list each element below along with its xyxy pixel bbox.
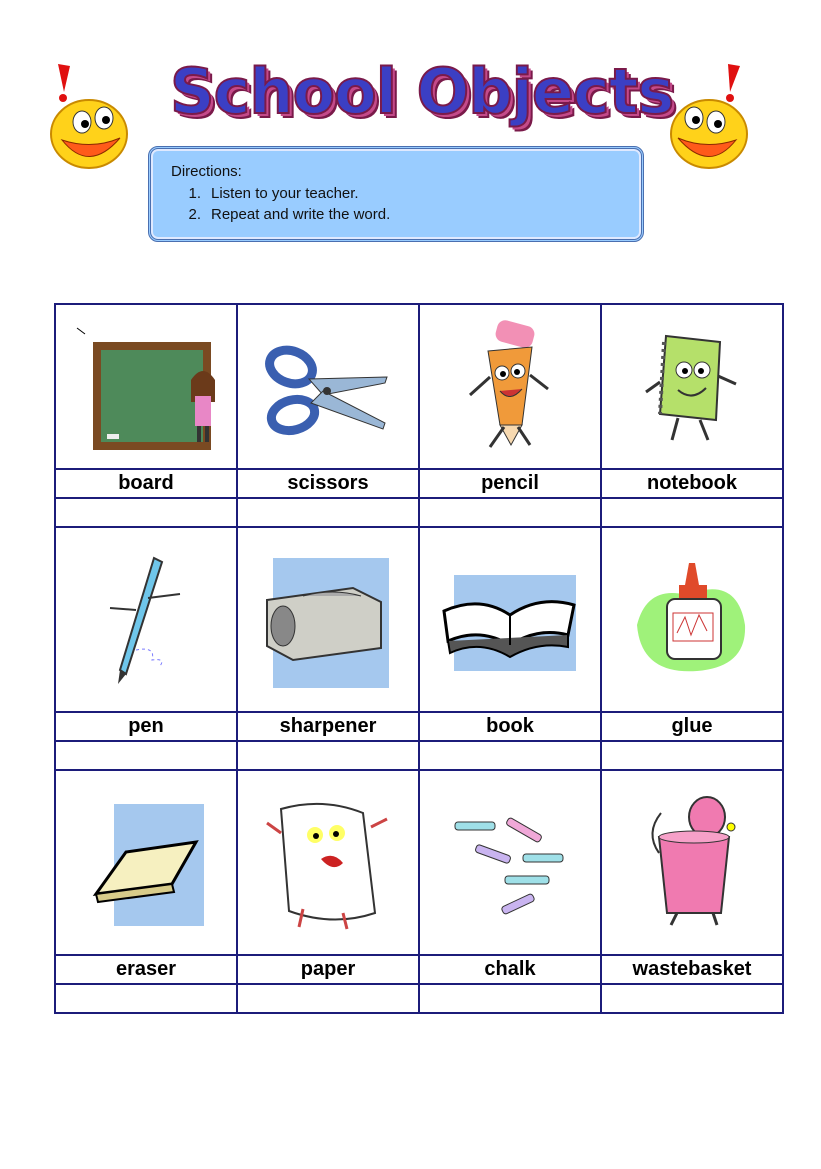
smiley-exclaim-icon xyxy=(664,62,754,172)
directions-heading: Directions: xyxy=(171,163,242,180)
glue-icon xyxy=(627,555,757,685)
write-blank[interactable] xyxy=(55,741,237,770)
smiley-exclaim-icon xyxy=(44,62,134,172)
pencil-icon xyxy=(460,317,560,457)
word-label: glue xyxy=(601,712,783,741)
picture-cell xyxy=(237,527,419,712)
word-label: chalk xyxy=(419,955,601,984)
direction-step: 2. Repeat and write the word. xyxy=(188,206,391,223)
picture-cell xyxy=(55,304,237,469)
word-label: pencil xyxy=(419,469,601,498)
word-label: wastebasket xyxy=(601,955,783,984)
wastebasket-icon xyxy=(637,793,747,933)
write-blank[interactable] xyxy=(601,984,783,1013)
picture-cell xyxy=(419,304,601,469)
directions-box xyxy=(148,146,644,242)
write-blank[interactable] xyxy=(419,741,601,770)
chalkboard-icon xyxy=(71,322,221,452)
paper-icon xyxy=(263,793,393,933)
word-label: board xyxy=(55,469,237,498)
notebook-icon xyxy=(642,322,742,452)
chalk-icon xyxy=(445,808,575,918)
picture-cell xyxy=(601,770,783,955)
write-blank[interactable] xyxy=(419,984,601,1013)
book-icon xyxy=(440,565,580,675)
picture-cell xyxy=(419,770,601,955)
vocabulary-grid xyxy=(54,303,784,1014)
word-label: pen xyxy=(55,712,237,741)
picture-cell xyxy=(237,304,419,469)
word-label: eraser xyxy=(55,955,237,984)
write-blank[interactable] xyxy=(55,498,237,527)
word-label: paper xyxy=(237,955,419,984)
write-blank[interactable] xyxy=(419,498,601,527)
eraser-icon xyxy=(86,798,206,928)
direction-step: 1. Listen to your teacher. xyxy=(188,185,359,202)
picture-cell xyxy=(601,304,783,469)
word-label: notebook xyxy=(601,469,783,498)
pen-icon xyxy=(96,550,196,690)
write-blank[interactable] xyxy=(601,498,783,527)
write-blank[interactable] xyxy=(237,984,419,1013)
directions-list xyxy=(171,183,390,225)
write-blank[interactable] xyxy=(601,741,783,770)
picture-cell xyxy=(419,527,601,712)
word-label: scissors xyxy=(237,469,419,498)
page-title: School Objects xyxy=(170,55,674,128)
scissors-icon xyxy=(263,337,393,437)
picture-cell xyxy=(55,527,237,712)
word-label: sharpener xyxy=(237,712,419,741)
write-blank[interactable] xyxy=(55,984,237,1013)
sharpener-icon xyxy=(263,550,393,690)
write-blank[interactable] xyxy=(237,498,419,527)
word-label: book xyxy=(419,712,601,741)
picture-cell xyxy=(601,527,783,712)
picture-cell xyxy=(55,770,237,955)
write-blank[interactable] xyxy=(237,741,419,770)
picture-cell xyxy=(237,770,419,955)
